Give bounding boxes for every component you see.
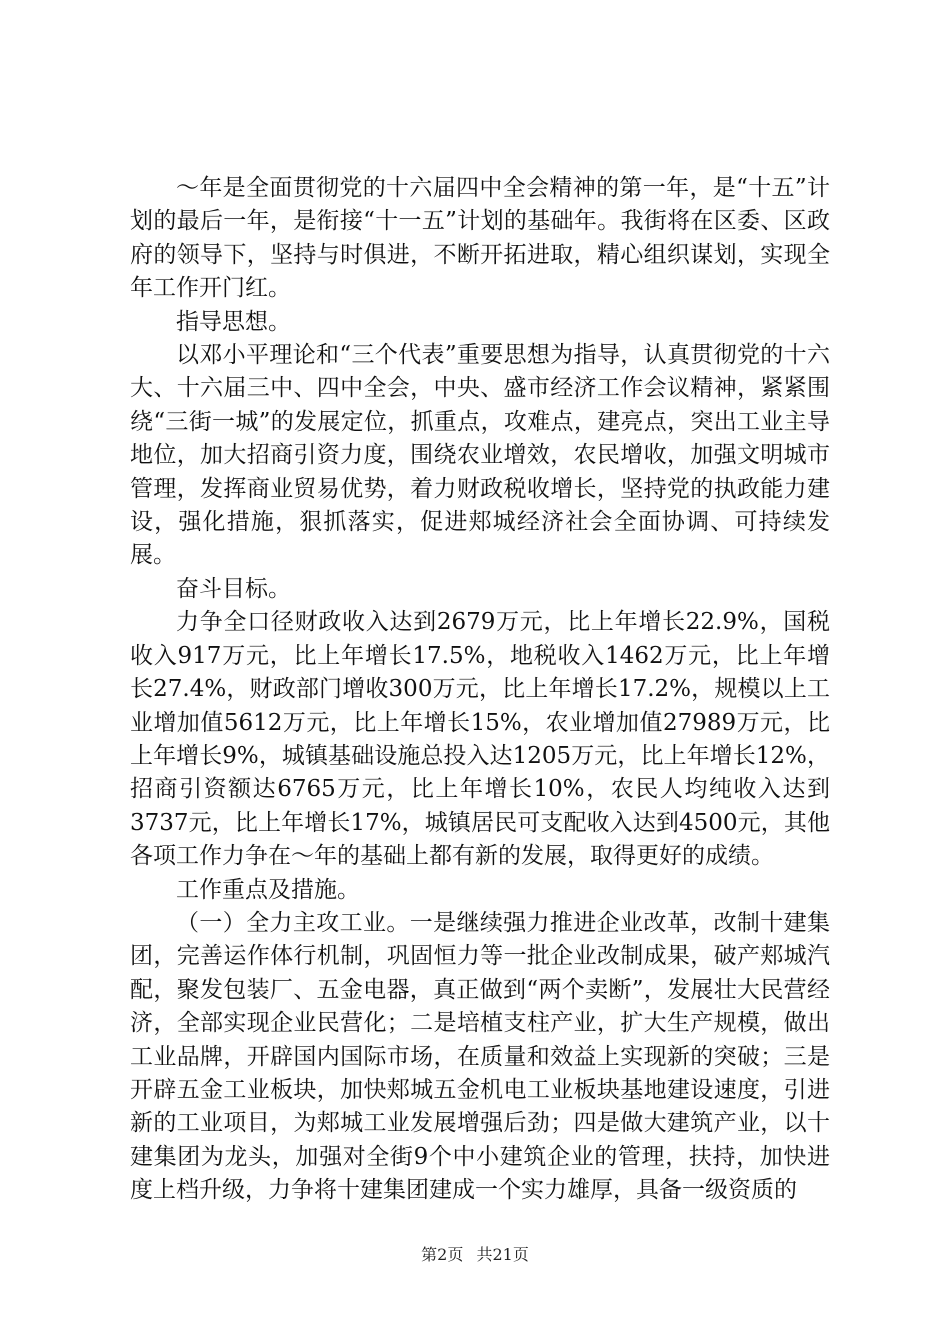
document-body	[130, 172, 830, 1208]
paragraph-guiding-ideology: 以邓小平理论和“三个代表”重要思想为指导，认真贯彻党的十六大、十六届三中、四中全会，中央、盛市经济工作会议精神，紧紧围绕“三街一城”的发展定位，抓重点，攻难点，建亮点，突出工业主导地位，加大招商引资力度，围绕农业增效，农民增收，加强文明城市管理，发挥商业贸易优势，着力财政税收增长，坚持党的执政能力建设，强化措施，狠抓落实，促进郏城经济社会全面协调、可持续发展。	[130, 342, 830, 569]
heading-key-work: 工作重点及措施。	[176, 876, 360, 903]
page-footer	[0, 1242, 950, 1265]
heading-goals: 奋斗目标。	[176, 575, 291, 602]
paragraph-goals: 力争全口径财政收入达到2679万元，比上年增长22.9%，国税收入917万元，比上年增长17.5%，地税收入1462万元，比上年增长27.4%，财政部门增收300万元，比上年增长17.2%，规模以上工业增加值5612万元，比上年增长15%，农业增加值27989万元，比上年增长9%，城镇基础设施总投入达1205万元，比上年增长12%，招商引资额达6765万元，比上年增长10%，农民人均纯收入达到3737元，比上年增长17%，城镇居民可支配收入达到4500元，其他各项工作力争在～年的基础上都有新的发展，取得更好的成绩。	[130, 609, 830, 870]
paragraph-intro: ～年是全面贯彻党的十六届四中全会精神的第一年，是“十五”计划的最后一年，是衔接“十一五”计划的基础年。我街将在区委、区政府的领导下，坚持与时俱进，不断开拓进取，精心组织谋划，实现全年工作开门红。	[130, 175, 830, 302]
page-number: 第2页	[421, 1245, 464, 1264]
paragraph-industry: （一）全力主攻工业。一是继续强力推进企业改革，改制十建集团，完善运作体行机制，巩固恒力等一批企业改制成果，破产郏城汽配，聚发包装厂、五金电器，真正做到“两个卖断”，发展壮大民营经济，全部实现企业民营化；二是培植支柱产业，扩大生产规模，做出工业品牌，开辟国内国际市场，在质量和效益上实现新的突破；三是开辟五金工业板块，加快郏城五金机电工业板块基地建设速度，引进新的工业项目，为郏城工业发展增强后劲；四是做大建筑产业，以十建集团为龙头，加强对全街9个中小建筑企业的管理，扶持，加快进度上档升级，力争将十建集团建成一个实力雄厚，具备一级资质的	[130, 909, 830, 1204]
heading-guiding-ideology: 指导思想。	[176, 308, 291, 335]
page-total: 共21页	[476, 1245, 529, 1264]
